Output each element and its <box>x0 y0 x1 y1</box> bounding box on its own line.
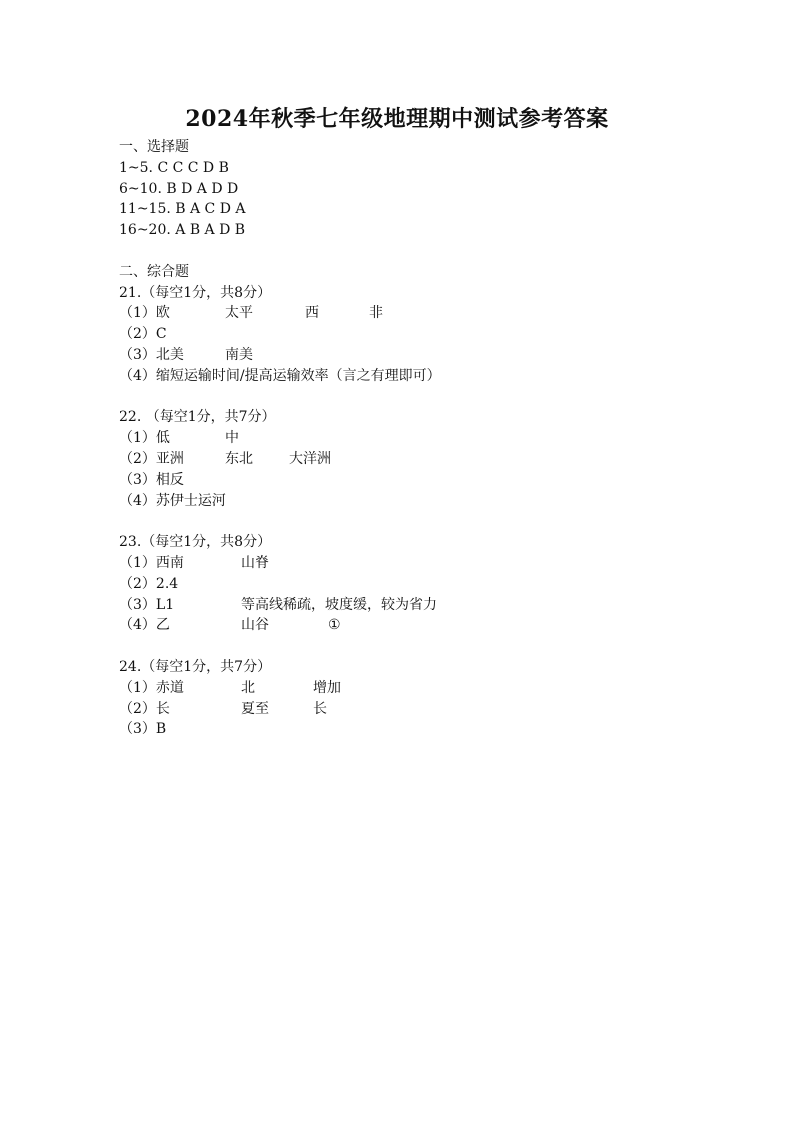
choice-answers-11-15: 11~15. B A C D A <box>119 201 246 218</box>
q22-header: 22. （每空1分，共7分） <box>119 409 276 426</box>
page-title: 2024年秋季七年级地理期中测试参考答案 <box>185 106 609 132</box>
q22-row-2 <box>119 449 679 470</box>
q24-2-answer-c: 长 <box>313 700 327 717</box>
q23-row-4 <box>119 615 679 636</box>
q21-1-answer-d: 非 <box>369 305 383 322</box>
q23-row-1 <box>119 553 679 574</box>
q24-2-answer-b: 夏至 <box>241 700 269 717</box>
q23-3-answer-b: 等高线稀疏，坡度缓，较为省力 <box>241 596 437 613</box>
q22-3-answer: （3）相反 <box>119 471 184 488</box>
q21-4-answer: （4）缩短运输时间/提高运输效率（言之有理即可） <box>119 367 441 384</box>
choice-answers-6-10: 6~10. B D A D D <box>119 180 239 197</box>
q24-1-answer-a: （1）赤道 <box>119 679 184 696</box>
q22-row-4 <box>119 491 679 512</box>
q23-3-answer-a: （3）L1 <box>119 596 175 613</box>
spacer <box>119 387 679 408</box>
choice-answers-16-20: 16~20. A B A D B <box>119 222 246 239</box>
q21-row-4 <box>119 366 679 387</box>
q23-row-2 <box>119 574 679 595</box>
q23-row-3 <box>119 595 679 616</box>
spacer <box>119 511 679 532</box>
q23-4-answer-b: 山谷 <box>241 617 269 634</box>
section-heading-choice: 一、选择题 <box>119 139 189 155</box>
q24-3-answer: （3）B <box>119 721 167 738</box>
q23-1-answer-b: 山脊 <box>241 554 269 571</box>
answer-content <box>119 137 679 740</box>
q22-2-answer-b: 东北 <box>225 450 253 467</box>
q23-header: 23.（每空1分，共8分） <box>119 534 272 551</box>
q23-4-answer-a: （4）乙 <box>119 617 170 634</box>
q21-row-2 <box>119 324 679 345</box>
q22-1-answer-a: （1）低 <box>119 430 170 447</box>
q24-1-answer-c: 增加 <box>313 679 341 696</box>
q21-row-3 <box>119 345 679 366</box>
q21-3-answer-b: 南美 <box>225 346 253 363</box>
q24-row-2 <box>119 699 679 720</box>
section-heading-comprehensive: 二、综合题 <box>119 263 189 280</box>
spacer <box>119 636 679 657</box>
q21-row-1 <box>119 303 679 324</box>
q23-2-answer: （2）2.4 <box>119 575 179 592</box>
q24-header: 24.（每空1分，共7分） <box>119 658 272 675</box>
q22-row-1 <box>119 428 679 449</box>
q22-2-answer-a: （2）亚洲 <box>119 450 184 467</box>
q24-row-3 <box>119 719 679 740</box>
q23-4-answer-c: ① <box>328 617 341 634</box>
q21-3-answer-a: （3）北美 <box>119 346 184 363</box>
q23-1-answer-a: （1）西南 <box>119 554 184 571</box>
q21-1-answer-a: （1）欧 <box>119 305 170 322</box>
q21-1-answer-c: 西 <box>305 305 319 322</box>
q22-2-answer-c: 大洋洲 <box>289 450 331 467</box>
q21-2-answer: （2）C <box>119 326 167 343</box>
q22-4-answer: （4）苏伊士运河 <box>119 492 226 509</box>
q24-1-answer-b: 北 <box>241 679 255 696</box>
spacer <box>119 241 679 262</box>
q21-header: 21.（每空1分，共8分） <box>119 284 272 301</box>
q24-row-1 <box>119 678 679 699</box>
q22-row-3 <box>119 470 679 491</box>
q24-2-answer-a: （2）长 <box>119 700 170 717</box>
choice-answers-1-5: 1~5. C C C D B <box>119 159 229 176</box>
q21-1-answer-b: 太平 <box>225 305 253 322</box>
q22-1-answer-b: 中 <box>225 430 239 447</box>
